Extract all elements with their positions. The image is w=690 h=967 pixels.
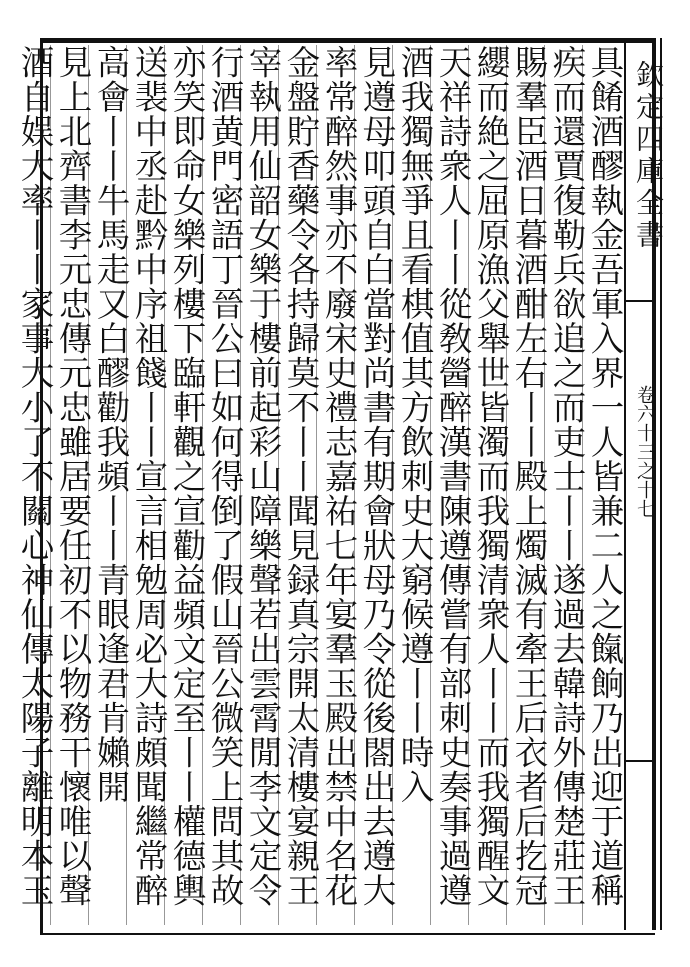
strip-mark-top: [624, 300, 654, 302]
volume-label: 卷六十三之十七: [634, 385, 656, 518]
text-column: 賜羣臣酒日暮酒酣左右丨丨殿上燭滅有牽王后衣者后扢冠: [509, 45, 548, 908]
text-column: 具餚酒醪執金吾軍入界一人皆兼二人之餼餉乃出迎于道稱: [585, 45, 624, 908]
text-column: 酒自娱大率丨丨家事大小了不關心神仙傳太陽子離明本玉: [15, 45, 54, 908]
text-column: 酒我獨無爭且看棋值其方飲刺史大窮候遵丨丨時入: [395, 45, 434, 804]
text-column: 行酒黄門密語丁晉公曰如何得倒了假山晉公微笑上問其故: [205, 45, 244, 908]
strip-mark-bottom: [624, 760, 654, 762]
text-column: 率常醉然事亦不廢宋史禮志嘉祐七年宴羣玉殿出禁中名花: [319, 45, 358, 908]
text-column: 疾而還賈復勒兵欲追之而吏士丨丨遂過去韓詩外傳楚莊王: [547, 45, 586, 908]
text-column: 高會丨丨牛馬走又白醪勸我頻丨丨青眼逢君肯嬾開: [91, 45, 130, 804]
text-column: 見遵母叩頭自白當對尚書有期會狀母乃令從後閤出去遵大: [357, 45, 396, 908]
text-column: 天祥詩衆人丨丨從敎醟醉漢書陳遵傳嘗有部刺史奏事過遵: [433, 45, 472, 908]
text-column: 纓而絶之屈原漁父舉世皆濁而我獨清衆人丨丨而我獨醒文: [471, 45, 510, 908]
text-column: 金盤貯香藥令各持歸莫不丨丨聞見録真宗開太清樓宴親王: [281, 45, 320, 908]
book-title: 欽定四庫全書: [632, 60, 665, 252]
text-column: 宰執用仙韶女樂于樓前起彩山障樂聲若出雲霄閒李文定令: [243, 45, 282, 908]
text-column: 送裴中丞赴黔中序祖餞丨丨宣言相勉周必大詩頗聞繼常醉: [129, 45, 168, 908]
text-column: 見上北齊書李元忠傳元忠雖居要任初不以物務干懷唯以聲: [53, 45, 92, 908]
text-column: 亦笑即命女樂列樓下臨軒觀之宣勸益頻文定至丨丨權德輿: [167, 45, 206, 908]
